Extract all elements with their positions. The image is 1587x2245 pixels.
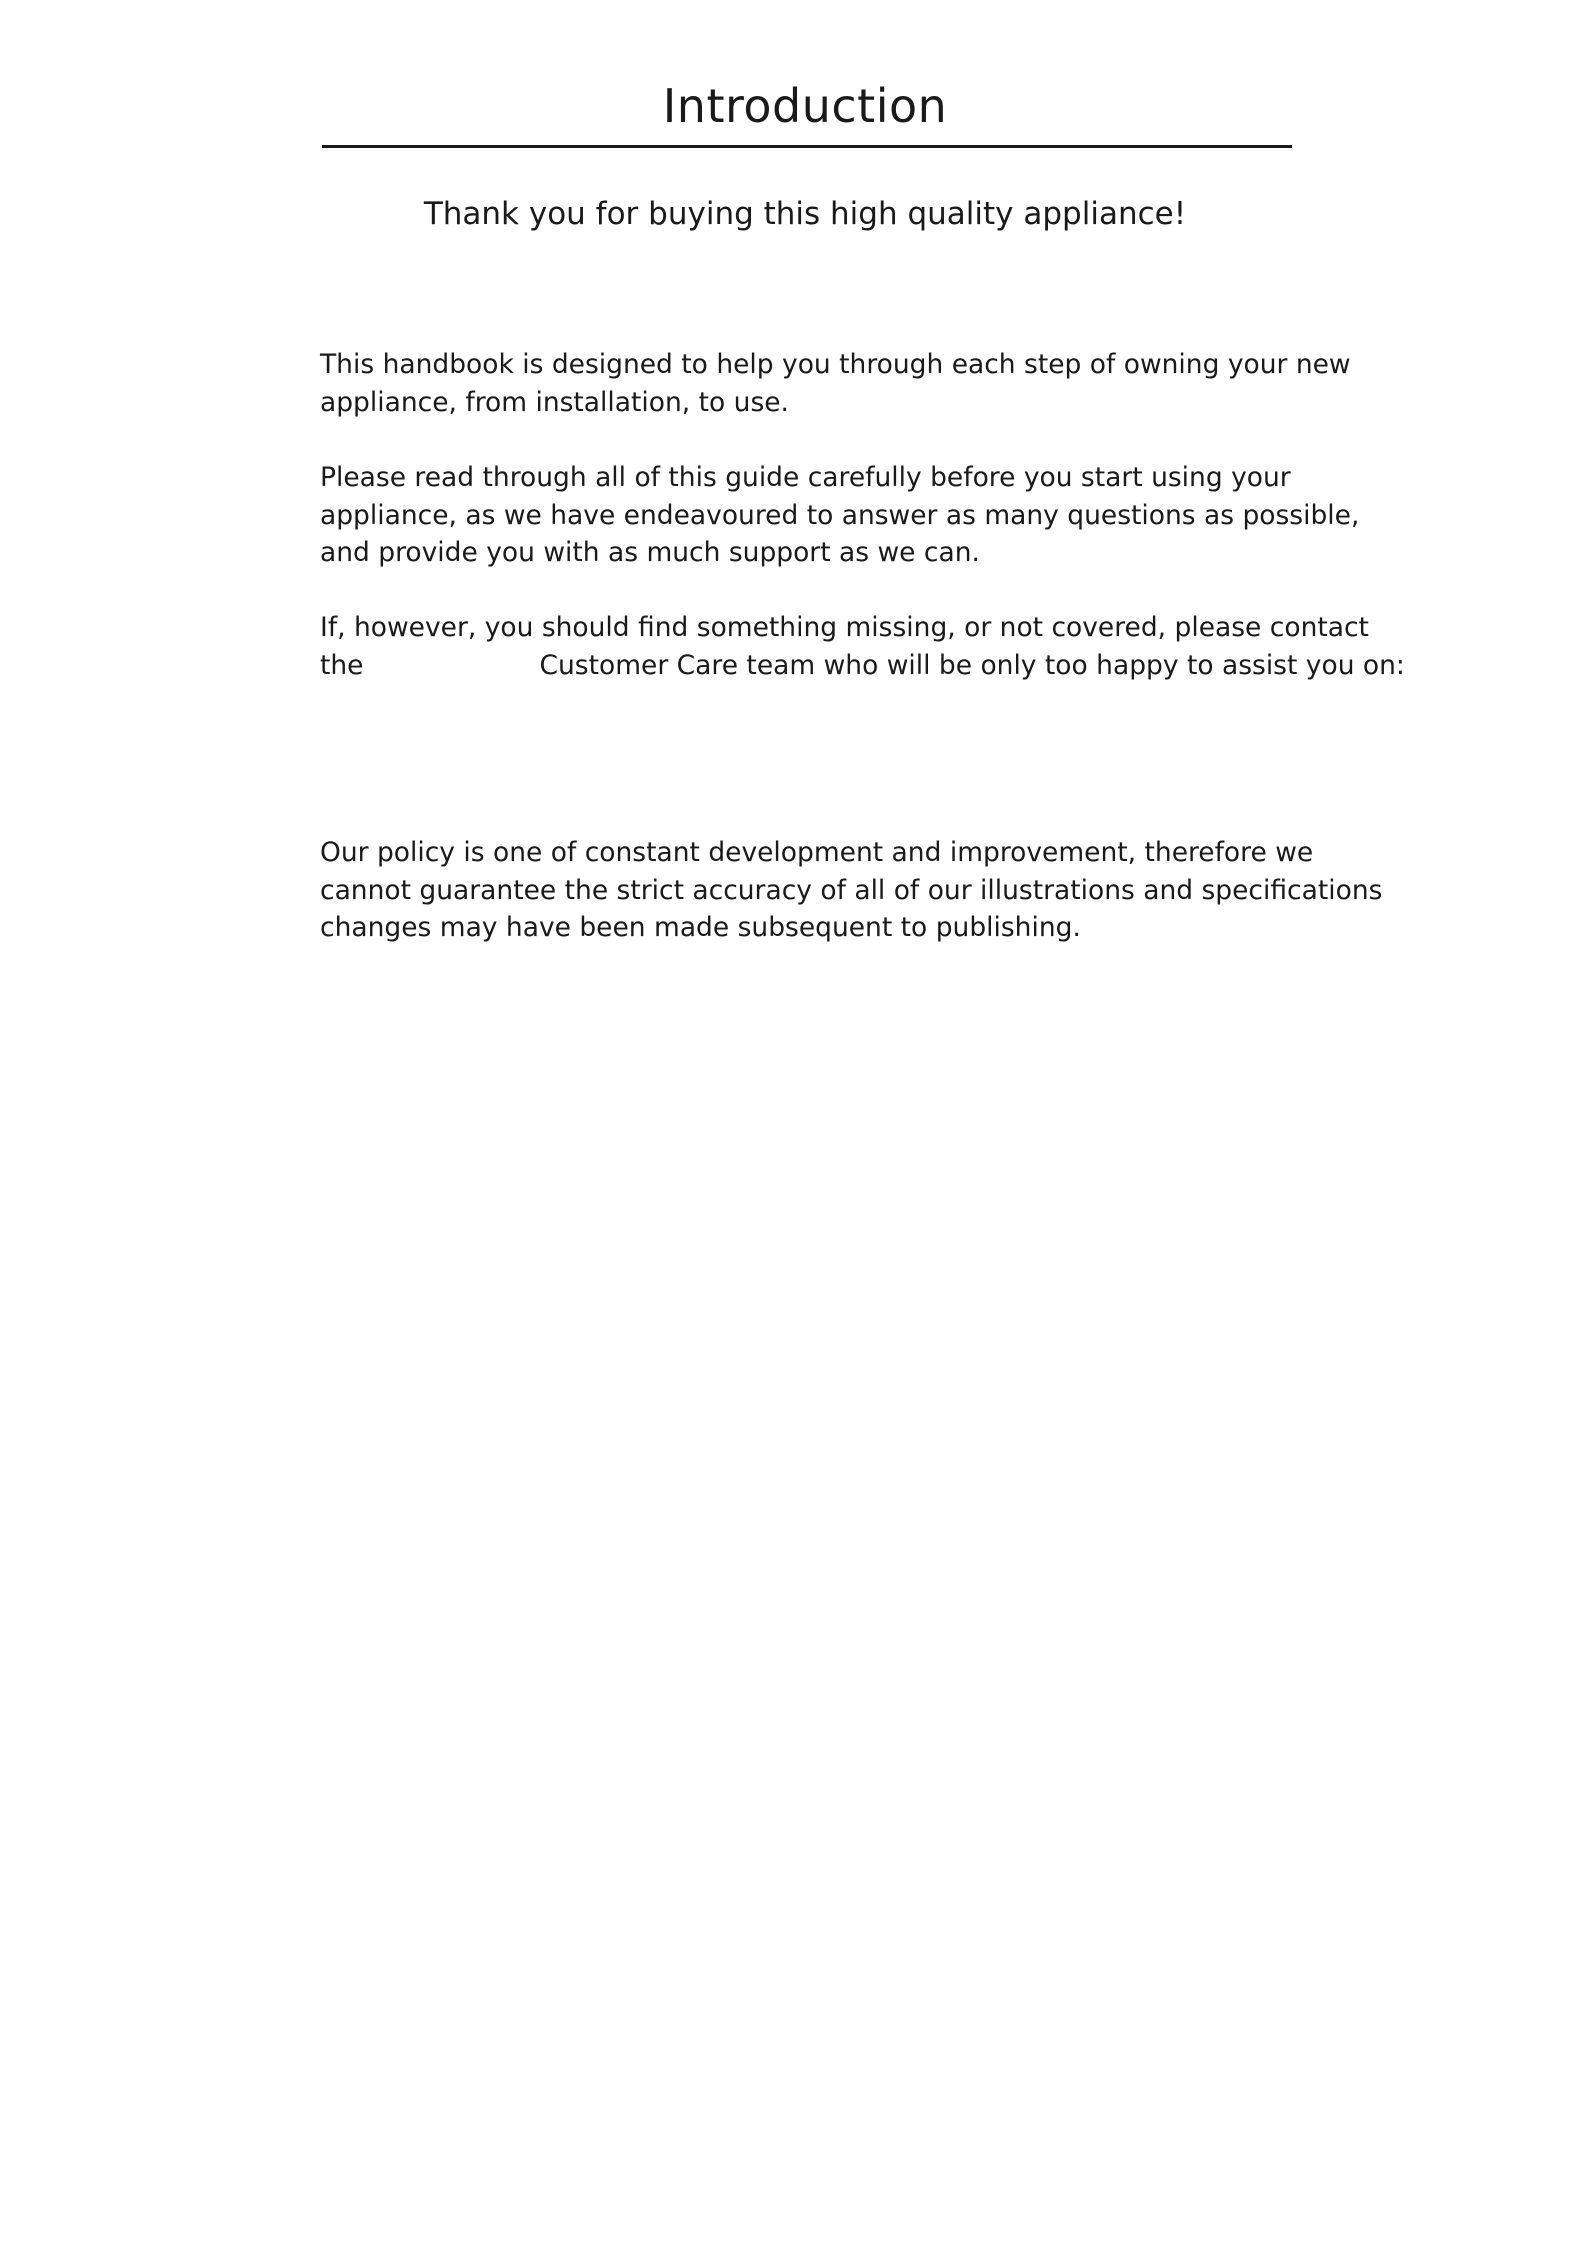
- paragraph-line: If, however, you should find something missing, or not covered, please contact: [320, 612, 1369, 643]
- paragraph-line-end: Customer Care team who will be only too happy to assist you on:: [539, 649, 1405, 681]
- title-divider: [322, 145, 1292, 148]
- intro-paragraph-handbook: [320, 346, 1351, 421]
- paragraph-line: Please read through all of this guide carefully before you start using your: [320, 462, 1291, 493]
- page-subtitle: Thank you for buying this high quality appliance!: [423, 196, 1187, 232]
- paragraph-line: and provide you with as much support as we can.: [320, 537, 980, 568]
- paragraph-line: appliance, from installation, to use.: [320, 386, 789, 418]
- page-title: Introduction: [662, 79, 948, 133]
- paragraph-line: cannot guarantee the strict accuracy of all of our illustrations and specifications: [320, 874, 1383, 906]
- intro-paragraph-customer-care: [320, 609, 1405, 684]
- paragraph-line: This handbook is designed to help you through each step of owning your new: [320, 349, 1351, 380]
- intro-paragraph-policy: [320, 834, 1383, 947]
- paragraph-line: [320, 647, 1405, 685]
- paragraph-line: Our policy is one of constant development and improvement, therefore we: [320, 837, 1314, 868]
- paragraph-line-start: the: [320, 649, 364, 681]
- intro-paragraph-read-guide: [320, 459, 1360, 572]
- paragraph-line: appliance, as we have endeavoured to answer as many questions as possible,: [320, 499, 1360, 531]
- paragraph-line: changes may have been made subsequent to publishing.: [320, 912, 1081, 943]
